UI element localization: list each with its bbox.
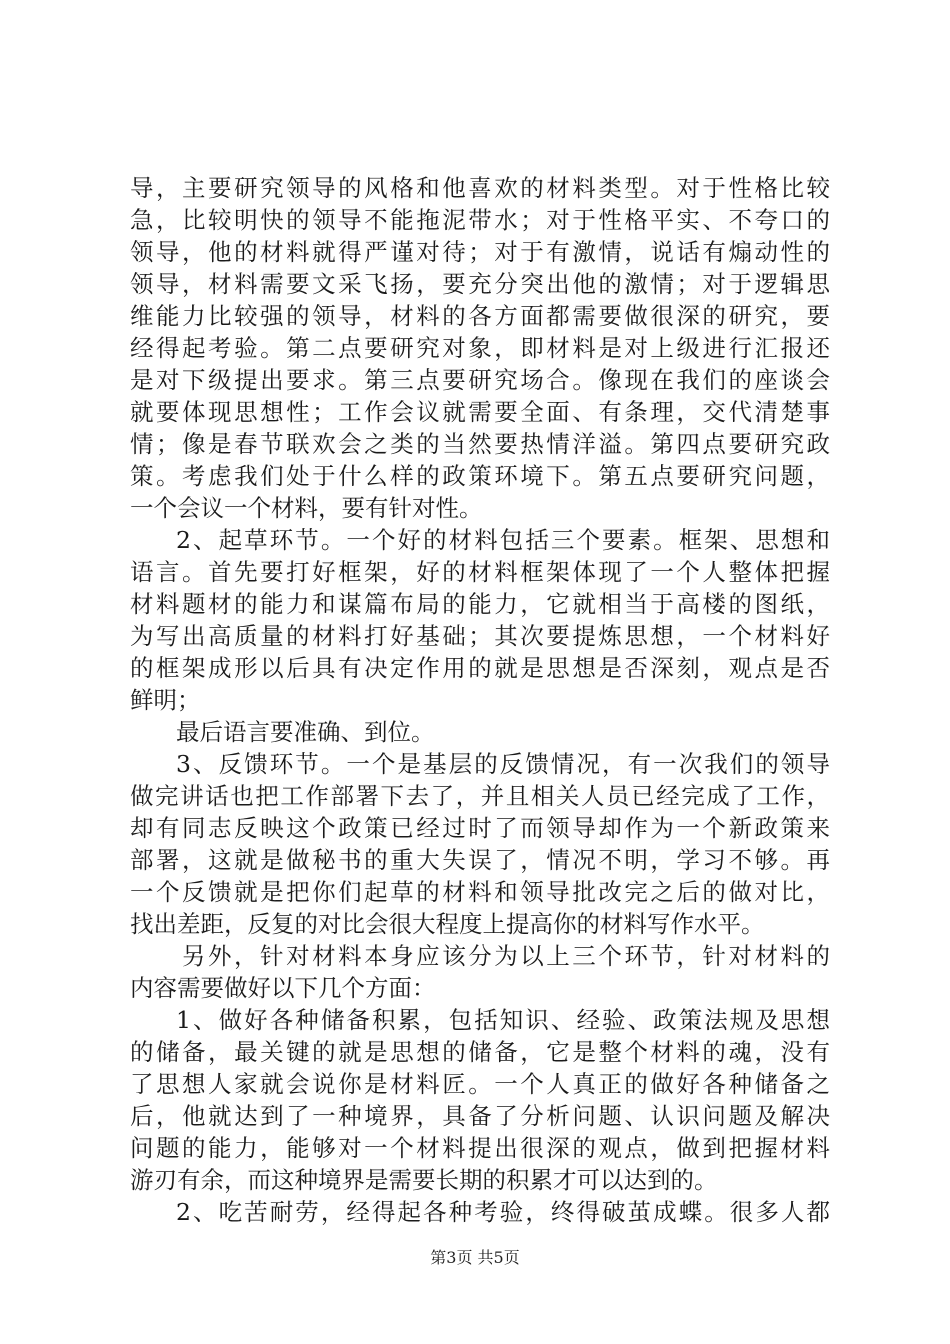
text-line: 语言。首先要打好框架，好的材料框架体现了一个人整体把握 xyxy=(130,558,830,586)
text-line: 内容需要做好以下几个方面： xyxy=(130,974,436,1002)
text-line: 材料题材的能力和谋篇布局的能力，它就相当于高楼的图纸， xyxy=(130,590,830,618)
text-line: 1、做好各种储备积累，包括知识、经验、政策法规及思想 xyxy=(176,1006,830,1034)
text-line: 情；像是春节联欢会之类的当然要热情洋溢。第四点要研究政 xyxy=(130,430,830,458)
text-line: 为写出高质量的材料打好基础；其次要提炼思想，一个材料好 xyxy=(130,622,830,650)
text-line: 却有同志反映这个政策已经过时了而领导却作为一个新政策来 xyxy=(130,814,830,842)
text-line: 3、反馈环节。一个是基层的反馈情况，有一次我们的领导 xyxy=(176,750,830,778)
text-line: 鲜明； xyxy=(130,686,201,714)
text-line: 2、吃苦耐劳，经得起各种考验，终得破茧成蝶。很多人都 xyxy=(176,1198,830,1226)
text-line: 问题的能力，能够对一个材料提出很深的观点，做到把握材料 xyxy=(130,1134,830,1162)
text-line: 另外，针对材料本身应该分为以上三个环节，针对材料的 xyxy=(182,942,830,970)
text-line: 最后语言要准确、到位。 xyxy=(176,718,435,746)
text-line: 的储备，最关键的就是思想的储备，它是整个材料的魂，没有 xyxy=(130,1038,830,1066)
body-text xyxy=(130,172,830,1228)
text-line: 是对下级提出要求。第三点要研究场合。像现在我们的座谈会 xyxy=(130,366,830,394)
text-line: 急，比较明快的领导不能拖泥带水；对于性格平实、不夸口的 xyxy=(130,206,830,234)
text-line: 2、起草环节。一个好的材料包括三个要素。框架、思想和 xyxy=(176,526,830,554)
text-line: 领导，他的材料就得严谨对待；对于有激情，说话有煽动性的 xyxy=(130,238,830,266)
text-line: 了思想人家就会说你是材料匠。一个人真正的做好各种储备之 xyxy=(130,1070,830,1098)
text-line: 做完讲话也把工作部署下去了，并且相关人员已经完成了工作， xyxy=(130,782,830,810)
text-line: 就要体现思想性；工作会议就需要全面、有条理，交代清楚事 xyxy=(130,398,830,426)
page-footer: 第3页 共5页 xyxy=(430,1248,520,1267)
text-line: 领导，材料需要文采飞扬，要充分突出他的激情；对于逻辑思 xyxy=(130,270,830,298)
text-line: 游刃有余，而这种境界是需要长期的积累才可以达到的。 xyxy=(130,1166,718,1194)
text-line: 导，主要研究领导的风格和他喜欢的材料类型。对于性格比较 xyxy=(130,174,830,202)
text-line: 一个反馈就是把你们起草的材料和领导批改完之后的做对比， xyxy=(130,878,830,906)
text-line: 部署，这就是做秘书的重大失误了，情况不明，学习不够。再 xyxy=(130,846,830,874)
text-line: 的框架成形以后具有决定作用的就是思想是否深刻，观点是否 xyxy=(130,654,830,682)
text-line: 一个会议一个材料，要有针对性。 xyxy=(130,494,483,522)
text-line: 维能力比较强的领导，材料的各方面都需要做很深的研究，要 xyxy=(130,302,830,330)
text-line: 后，他就达到了一种境界，具备了分析问题、认识问题及解决 xyxy=(130,1102,830,1130)
text-line: 找出差距，反复的对比会很大程度上提高你的材料写作水平。 xyxy=(130,910,765,938)
text-line: 策。考虑我们处于什么样的政策环境下。第五点要研究问题， xyxy=(130,462,830,490)
text-line: 经得起考验。第二点要研究对象，即材料是对上级进行汇报还 xyxy=(130,334,830,362)
